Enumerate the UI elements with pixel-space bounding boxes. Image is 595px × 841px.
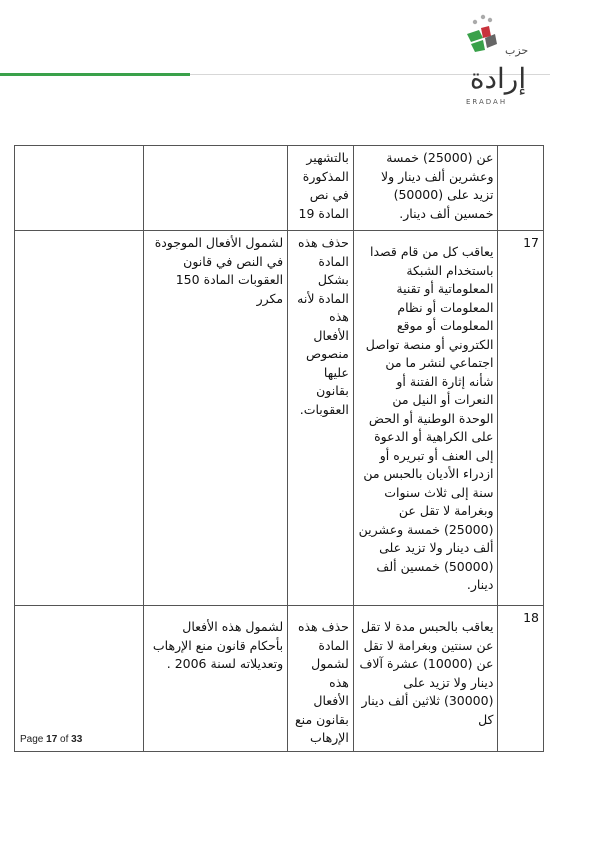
- logo-party-word: حزب: [505, 44, 529, 57]
- law-comparison-table: [14, 145, 544, 752]
- amendment-cell: بالتشهير المذكورة في نص المادة 19: [288, 146, 354, 231]
- row-number: 17: [498, 231, 544, 606]
- law-text-cell: عن (25000) خمسة وعشرين ألف دينار ولا تزيد على (50000) خمسين ألف دينار.: [353, 146, 498, 231]
- page-word: Page: [20, 734, 44, 745]
- logo-latin-name: ERADAH: [466, 98, 508, 106]
- justification-cell: لشمول الأفعال الموجودة في النص في قانون العقوبات المادة 150 مكرر: [143, 231, 288, 606]
- row-number: 18: [498, 606, 544, 752]
- of-word: of: [60, 734, 69, 745]
- row-number: [498, 146, 544, 231]
- justification-cell: [143, 146, 288, 231]
- page-footer: [20, 734, 82, 745]
- law-text-cell: يعاقب بالحبس مدة لا تقل عن سنتين وبغرامة لا تقل عن (10000) عشرة آلاف دينار ولا تزيد على (30000) ثلاثين ألف دينار كل: [353, 606, 498, 752]
- table-row: [15, 146, 544, 231]
- logo-name: إرادة: [469, 62, 527, 95]
- extra-cell: [15, 231, 144, 606]
- header-green-rule: [0, 73, 190, 76]
- justification-cell: لشمول هذه الأفعال بأحكام قانون منع الإرهاب وتعديلاته لسنة 2006 .: [143, 606, 288, 752]
- table-row: [15, 231, 544, 606]
- amendment-cell: حذف هذه المادة لشمول هذه الأفعال بقانون منع الإرهاب: [288, 606, 354, 752]
- extra-cell: [15, 146, 144, 231]
- table-row: [15, 606, 544, 752]
- extra-cell: [15, 606, 144, 752]
- page-number: 17: [46, 734, 58, 745]
- law-text-cell: يعاقب كل من قام قصدا باستخدام الشبكة المعلوماتية أو تقنية المعلومات أو نظام المعلومات أو موقع الكتروني أو منصة تواصل اجتماعي لنشر ما من شأنه إثارة الفتنة أو النعرات أو النيل من الوحدة الوطنية أو الحض على الكراهية أو الدعوة إلى العنف أو تبريره أو ازدراء الأديان بالحبس من سنة إلى ثلاث سنوات وبغرامة لا تقل عن (25000) خمسة وعشرين ألف دينار ولا تزيد على (50000) خمسين ألف دينار.: [353, 231, 498, 606]
- page-total: 33: [71, 734, 83, 745]
- amendment-cell: حذف هذه المادة بشكل المادة لأنه هذه الأفعال منصوص عليها بقانون العقوبات.: [288, 231, 354, 606]
